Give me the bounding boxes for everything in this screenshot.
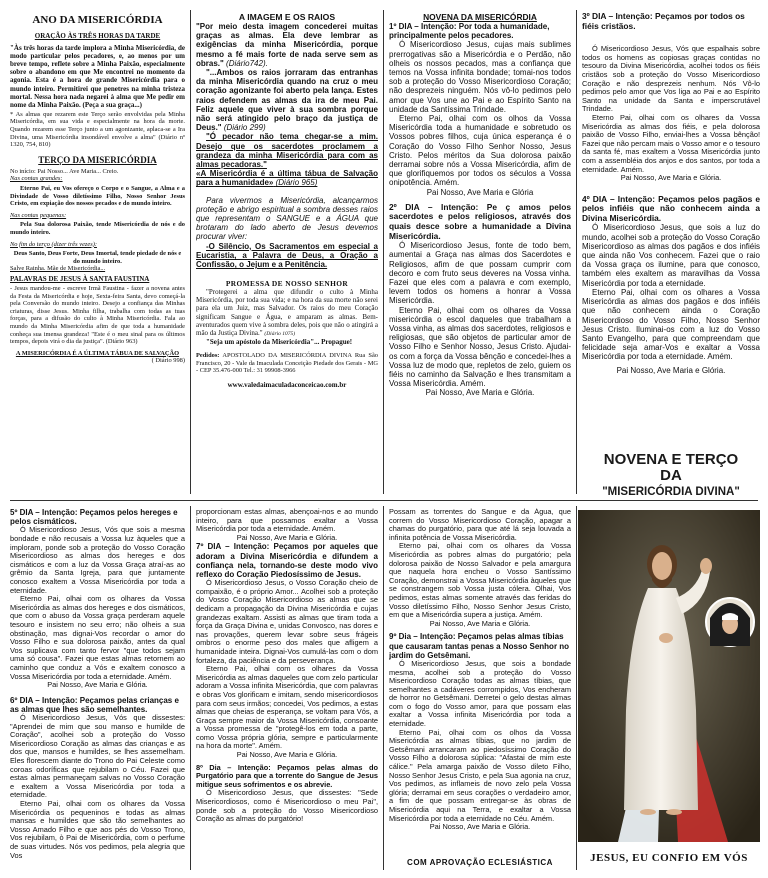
salve-rainha: Salve Rainha. Mãe de Misericórdia... (10, 265, 106, 273)
day3-close: Pai Nosso, Ave Maria e Glória. (620, 173, 722, 183)
terco-heading: TERÇO DA MISERICÓRDIA (38, 154, 157, 165)
day2-close: Pai Nosso, Ave Maria e Glória. (425, 388, 535, 398)
rays-text: "...Ambos os raios jorraram das entranhas da minha Misericórdia quando na cruz o meu coração agonizante foi aberto pela lança. Estes raios defendem as almas da ira de meu Pai. Feliz aquele que viver à sua sombra porque não será atingido pelo braço da justiça de Deus." (Diário 299) (196, 68, 378, 133)
promessa-text: "Protegerei a alma que difundir o culto à Minha Misericórdia, por toda sua vida; e na hora da sua morte não serei para ela um Juiz, mas Salvador. Os raios do meu Coração significam Sangue e Água, e amparam as almas. Bem-aventurados quem vive à sombra deles, pois que não o atingirá a mão da Justiça Divina." (Diário 1075) (196, 288, 378, 337)
day2-heading: 2º DIA – Intenção: Pe ç amos pelos sacerdotes e pelos religiosos, através dos quais desce sobre a humanidade a Divina Misericórdia. (389, 201, 571, 241)
column-3 (389, 12, 571, 496)
day7-text: Ó Misericordioso Jesus, o Vosso Coração cheio de compaixão, é o próprio Amor... Acolhei sob a proteção do Vosso Coração Misericordioso as almas que se dedicam a propagação da Divina Misericórdia e cujas grandezas exaltam. Assisti as almas que tiram toda a força da Graça Divina e, unidas Convosco, nas dores e nas provações, querem levar sobre seus frágeis ombros o enorme peso dos males que afligem a humanidade inteira. Dignai-Vos cumulá-las com o dom fortaleza, da paciência e da perseverança. (196, 578, 378, 665)
caption-text: JESUS, EU CONFIO EM VÓS (590, 852, 748, 864)
tabua-quote: «A Misericórdia é a última tábua de Salvação para a humanidade» (Diário 965) (196, 169, 378, 188)
contas-pequenas-label: Nas contas pequenas: (10, 211, 67, 219)
day8-text: Ó Misericordioso Jesus, que dissestes: "Sede Misericordiosos, como é Misericordioso o meu Pai", ponde sob a proteção do Vosso Misericordioso Coração as almas do purgatório! (196, 788, 378, 824)
contas-grandes-text: Eterno Pai, eu Vos ofereço o Corpo e o Sangue, a Alma e a Divindade de Vosso diletíssimo Filho, Nosso Senhor Jesus Cristo, em expiação dos nossos pecados e do mundo inteiro. (10, 185, 185, 208)
column-1 (10, 12, 185, 496)
day5-text: Ó Misericordioso Jesus, Vós que sois a mesma bondade e não recusais a Vossa luz àqueles que a imploram, ponde sob a proteção do Vosso Coração Misericordioso as almas dos hereges e dos cismáticos e com a luz da Vossa Graça atraí-as ao grêmio da Santa Igreja, para que juntamente conosco exaltem a Vossa Misericórdia por toda a eternidade. (10, 525, 185, 595)
day4-heading: 4º DIA – Intenção: Peçamos pelos pagãos e pelos infiéis que não conhecem ainda a Divina Misericórdia. (582, 193, 760, 223)
column-5 (10, 508, 185, 874)
day1-heading: 1º DIA – Intenção: Por toda a humanidade, principalmente pelos pecadores. (389, 22, 550, 41)
para-vivermos-text: Para vivermos a Misericórdia, alcançarmos proteção e abrigo espiritual a sombra desses raios que representam o SANGUE e a ÁGUA que brotaram do lado aberto de Jesus devemos procurar viver: (196, 195, 378, 242)
image-rays-heading: A IMAGEM E OS RAIOS (238, 12, 336, 22)
day8-continued: Possam as torrentes do Sangue e da Água, que correm do Vosso Misericordioso Coração, apagar a chamas do purgatório, para que até lá seja louvada a infinita potência de Vossa Misericórdia. (389, 508, 571, 542)
day8-heading: 8º Dia – Intenção: Peçamos pelas almas do Purgatório para que a torrente do Sangue de Jesus mitigue seus sofrimentos e os abrevie. (196, 762, 378, 789)
page-title: ANO DA MISERICÓRDIA (32, 14, 163, 26)
poster-title-line3: "MISERICÓRDIA DIVINA" (602, 486, 740, 498)
day9-text: Ó Misericordioso Jesus, que sois a bondade mesma, acolhei sob a proteção do Vosso Misericordioso Coração todas as almas tíbias, que semelhantes a cadáveres corrompidos, Vos encheram de horror no Getsêmani. Derretei o gelo destas almas com o fogo do Vosso amor, para que possam elas exaltar a Vossa infinita Misericórdia por toda a eternidade. (389, 658, 571, 729)
column-7 (389, 508, 571, 874)
day8-close: Pai Nosso, Ave Maria e Glória. (429, 618, 531, 628)
prayer-note: * As almas que rezarem este Terço serão envolvidas pela Minha Misericórdia, em sua vida e especialmente na hora da morte. Quando rezarem esse Terço junto a um agonizante, aplaca-se a Ira Divina, uma Misericórdia insondável envolve a alma" (Diário nº 1320, 754, 810) (10, 110, 185, 149)
contas-pequenas-text: Pela Sua dolorosa Paixão, tende Misericórdia de nós e do mundo inteiro. (10, 221, 185, 236)
promessa-heading: PROMESSA DE NOSSO SENHOR (225, 279, 349, 289)
day8-text2: Eterno pai, olhai com os olhares da Vossa Misericórdia as pobres almas do purgatório; pela dolorosa paixão de Nosso Salvador e pela amargura que naquela hora encheu o Vosso Santíssimo Coração, demonstrai a Vossa Misericórdia àqueles que se constrangem sob Vossa justa cólera. Olhai, Vos pedimos, estas almas somente através das feridas do Vosso diletíssimo Filho, Nosso Senhor Jesus Cristo, em que a Misericórdia supera a justiça. Amém. (389, 541, 571, 620)
approval-note: COM APROVAÇÃO ECLESIÁSTICA (407, 858, 553, 867)
day1-close: Pai Nosso, Ave Maria e Glória (426, 187, 534, 197)
day3-text2: Eterno Pai, olhai com os olhares da Vossa Misericórdia as almas dos fiéis, e pela dolorosa paixão de Vosso Filho, enviai-lhes a Vossa bênção! Fazei que não percam mais o Vosso amor e o tesouro da santa fé, mas exaltem a Vossa Misericórdia junto com a assembléia dos anjos e dos santos, por toda a eternidade. Amém. (582, 112, 760, 174)
tabua-text: A MISERICÓRDIA É A ÚLTIMA TÁBUA DE SALVAÇÃO (15, 349, 180, 357)
day9-close: Pai Nosso, Ave Maria e Glória. (429, 822, 531, 832)
no-fim-text: Deus Santo, Deus Forte, Deus Imortal, tende piedade de nós e do mundo inteiro. (13, 250, 182, 265)
day2-text: Ó Misericordioso Jesus, fonte de todo bem, aumentai a Graça nas almas dos Sacerdotes e Religiosos, afim de que possam cumprir com decoro e com fruto seus deveres na Vossa vinha. Fazei que eles com a palavra e com exemplo, levem todos os homens a honrar a Vossa Misericórdia. (389, 241, 571, 306)
terco-intro: No início: Pai Nosso... Ave Maria... Creio. (10, 167, 119, 175)
day4-text2: Eterno Pai, olhai com os olhares a Vossa Misericórdia as almas dos pagãos e dos infiéis que não conhecem ainda o Coração Misericordioso do Vosso Filho, Nosso Senhor Jesus Cristo. Iluminai-os com a luz do Vosso Santo Evangelho, para que compreendam que felicidade seja amar-Vos e exaltar a Vossa Misericórdia por toda a eternidade. Amém. (582, 287, 760, 362)
silencio-text: -O Silêncio, Os Sacramentos em especial a Eucaristia, a Palavra de Deus, a Oração a Confissão, o Jejum e a Penitência. (196, 241, 378, 270)
day5-heading: 5º DIA – Intenção: Peçamos pelos hereges e pelos cismáticos. (10, 508, 178, 527)
day5-text2: Eterno Pai, olhai com os olhares da Vossa Misericórdia as almas dos hereges e dos cismáticos, que com o abuso da Vossa graça perderam aquele tesouro e insistem no seu erro; não olheis a sua obstinação, mas dignai-Vos recordar o amor do Vosso Filho e sua dolorosa paixão, antes da qual Vos suplicava com tanto fervor "que todos sejam uma só cousa". Fazei que estas almas retornem ao caminho que conduz a Vós e exaltem conosco a Vossa Misericórdia por toda a eternidade. Amém. (10, 594, 185, 681)
day6-continued: proporcionam estas almas, abençoai-nos e ao mundo inteiro, para que possamos exaltar a Vossa Misericórdia por toda a eternidade. Amém. (196, 508, 378, 534)
day1-text: Ó Misericordioso Jesus, cujas mais sublimes prerrogativas são a Misericórdia e o Perdão, não olheis os nossos pecados, mas a confiança que temos na Vossa infinita bondade; tomai-nos todos sob a proteção do Vosso Misericordioso Coração; não desprezeis ninguém. Nós vô-lo pedimos pelo amor que Vos une ao Pai e ao Espírito Santo na unidade da Santíssima Trindade. (389, 40, 571, 114)
tabua-ref: ( Diário 998) (151, 357, 185, 365)
day7-text2: Eterno Pai, olhai com os olhares da Vossa Misericórdia as almas daqueles que com zelo particular adoram a Vossa infinita Misericórdia, que com palavras e obras Vos glorificam e imitam, sendo misericordiosos para com seus irmãos; concedei, Vos pedimos, a estas almas que cheias de esperança, se voltam para Vós, a Graça sempre maior da Vossa Misericórdia, consoante a Vossa promessa de "protegê-los em toda a parte, como Vossa própria glória, sempre e particularmente na hora da morte". Amém. (196, 664, 378, 751)
no-fim-label: No fim do terço (dizer três vezes): (10, 240, 97, 248)
column-2 (196, 12, 378, 496)
faustina-text: - Jesus mandou-me - escreve Irmã Faustina - fazer a novena antes da Festa da Misericórdia e hoje, Sexta-feira Santa, devo começá-la pela Conversão do mundo inteiro. Desejo a confiança das Minhas criaturas, disse Jesus. Minha filha, trabalha com todas as tuas forças, para a difusão do culto à Minha Misericórdia. Fala ao mundo da Minha Misericórdia afim de que toda a humanidade conheça sua imensa grandeza! "Este é o meu sinal para os últimos tempos, depois virá o dia da justiça". (Diário 963) (10, 285, 185, 346)
day9-text2: Eterno Pai, olhai com os olhos da Vossa Misericórdia as almas tíbias, que no jardim de Getsêmani arrancaram ao piedosíssimo Coração do Vosso Filho a dolorosa súplica: "Afastai de mim este cálice." Pela amarga paixão de Vosso dileto Filho, Nosso Senhor Jesus Cristo, e pela Sua agonia na cruz, Vos pedimos, as inflameis de novo zelo pela Vossa glória; derramai em seus corações o verdadeiro amor, a fim de que possam entregar-se às obras de Misericórdia aqui na Terra, e exaltar a Vossa Misericórdia por toda a eternidade no Céu. Amém. (389, 727, 571, 823)
poster-caption (578, 848, 760, 870)
pedidos-text: Pedidos: APOSTOLADO DA MISERICÓRDIA DIVINA Rua São Francisco, 20 - Vale da Imaculada Conceição Piedade dos Gerais - MG - CEP 35.476-000 Tel.: 31 99908-3966 (196, 351, 378, 375)
day6-heading: 6º DIA – Intenção: Peçamos pelas crianças e as almas que lhes são semelhantes. (10, 695, 179, 714)
poster-title-line1: NOVENA E TERÇO (603, 452, 739, 468)
poster-title (582, 452, 760, 508)
website-link[interactable]: www.valedaimaculadaconceicao.com.br (227, 380, 347, 389)
desejo-text: "Ó pecador não tema chegar-se a mim. Desejo que os sacerdotes proclamem a grandeza da minha Misericórdia para com as almas pecadoras." (196, 132, 378, 170)
day1-text2: Eterno Pai, olhai com os olhos da Vossa Misericórdia toda a humanidade e sobretudo os Vossos pobres filhos, cuja única esperança é o Coração do Vosso Filho Senhor Nosso, Jesus Cristo. Pelos méritos da Sua dolorosa paixão derramai sobre nós a Vossa Misericórdia, afim de que glorifiquemos por todos os séculos a Vossa onipotência. Amém. (389, 114, 571, 188)
day6-text: Ó Misericordioso Jesus, Vós que dissestes: "Aprendei de mim que sou manso e humilde de Coração", acolhei sob a proteção do Vosso Misericordioso Coração as almas das crianças e as dos que, mansos e humildes, se lhes assemelham. Eles florescem diante do Trono do Pai Celeste como coroas odoríficas que rejubilam o Céu. Fazei que estas almas permaneçam salvas no Vosso Coração e exaltem a Vossa Misericórdia por toda a eternidade. (10, 713, 185, 800)
column-6 (196, 508, 378, 874)
day7-heading: 7º DIA – Intenção: Peçamos por aqueles que adoram a Divina Misericórdia e difundem a confiança nela, tornando-se deste modo vivo reflexo do Coração Piedosíssimo de Jesus. (196, 542, 378, 579)
day4-text: Ó Misericordioso Jesus, que sois a luz do mundo, acolhei sob a proteção do Vosso Coração Misericordioso as almas dos pagãos e dos infiéis que ainda não Vos conhecem. Fazei que o raio da Vossa graça os ilumine, para que conosco, também eles exaltem as maravilhas da Vossa Misericórdia por toda a eternidade. (582, 223, 760, 288)
faustina-heading: PALAVRAS DE JESUS À SANTA FAUSTINA (10, 274, 150, 283)
image-rays-text: "Por meio desta imagem concederei muitas graças as almas. Ela deve lembrar as exigências da minha Misericórdia, porque mesmo a fé mais forte de nada serve sem as obras." (Diário742). (196, 22, 378, 68)
day3-text: Ó Misericordioso Jesus, Vós que espalhais sobre todos os homens as copiosas graças contidas no tesouro da Divina Misericórdia, acolhei todos os fiéis cristãos sob a proteção do Vosso Misericordioso Coração e não desprezeis nenhum. Nós Vô-lo pedimos pelo amor que Vos liga ao Pai e ao Espírito Santo na unidade da Santa e imperscrutável Trindade. (582, 44, 760, 114)
day5-close: Pai Nosso, Ave Maria e Glória. (47, 680, 148, 690)
divine-mercy-image (578, 510, 760, 842)
day4-close: Pai Nosso, Ave Maria e Glória. (616, 365, 726, 375)
poster-title-line2: DA (660, 467, 682, 484)
day6-text2: Eterno Pai, olhai com os olhares da Vossa Misericórdia os pequeninos e todas as almas mansas e humildes que são tão semelhantes ao Vosso Amado Filho e que aos pés do Vosso Trono, Vos rejubilam, ò Pai de Misericórdia, com o perfume de suas virtudes. Nós vos pedimos, pela alegria que Vos (10, 799, 185, 860)
day7-close: Pai Nosso, Ave Maria e Glória. (236, 750, 338, 760)
day2-text2: Eterno Pai, olhai com os olhares da Vossa misericórdia o escol daqueles que trabalham a Vossa vinha, as almas dos sacerdotes, religiosos e religiosas, que são objetos de particular amor de Vosso Filho e Senhor Nosso, Jesus Cristo. Ajudai-os com a força da Vossa bênção e concedei-lhes a Vossa luz de modo que, repletos de zelo, guiem os fiéis no caminho da Salvação e lhes transmitam a Vossa Misericórdia. Amém. (389, 305, 571, 389)
novena-heading: NOVENA DA MISERICÓRDIA (423, 12, 537, 22)
contas-grandes-label: Nas contas grandes: (10, 175, 63, 183)
seja-apostolo: "Seja um apóstolo da Misericórdia"... Propague! (206, 337, 353, 346)
day9-heading: 9º Dia – Intenção: Peçamos pelas almas tíbias que causaram tantas penas a Nosso Senhor no jardim do Getsêmani. (389, 632, 570, 660)
prayer-heading: ORAÇÃO ÀS TRÊS HORAS DA TARDE (34, 32, 161, 40)
day3-heading: 3º DIA – Intenção: Peçamos por todos os fiéis cristãos. (582, 12, 745, 31)
day6-close: Pai Nosso, Ave Maria e Glória. (236, 532, 338, 542)
column-4 (582, 12, 760, 496)
prayer-text: "Às três horas da tarde implora a Minha Misericórdia, de modo particular pelos pecadores, e, ao menos por um breve tempo, reflete sobre a Minha Paixão, especialmente sobre o abandono em que Me encontrei no momento da agonia. Esta é a hora de grande Misericórdia para o mundo inteiro. Permitirei que penetres na minha tristeza mortal. Nessa hora nada negarei à alma que Me pedir em nome da Minha Paixão. (Peça a sua graça...) (10, 44, 185, 109)
